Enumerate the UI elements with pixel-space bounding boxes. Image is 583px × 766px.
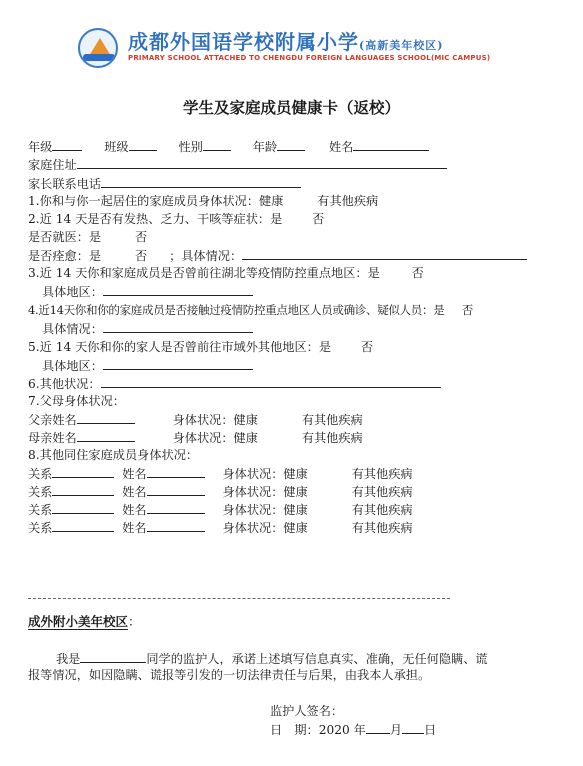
- q2-cured-row: 是否痊愈：是 否 ；具体情况：: [28, 247, 527, 264]
- q4-no-option[interactable]: 否: [461, 303, 473, 317]
- mother-other-option[interactable]: 有其他疾病: [301, 431, 363, 445]
- campus-name: (高新美年校区): [359, 39, 444, 52]
- member-other-option[interactable]: 有其他疾病: [351, 503, 413, 517]
- declaration-recipient: 成外附小美年校区：: [28, 614, 141, 629]
- question-1: 1.你和与你一起居住的家庭成员身体状况：健康 有其他疾病: [28, 194, 379, 208]
- question-7: 7.父母身体状况：: [28, 394, 125, 408]
- q2-cured-no[interactable]: 否: [135, 249, 148, 263]
- phone-row: [28, 175, 301, 192]
- date-row: 日 期：2020 年 月 日: [270, 723, 437, 737]
- question-2: 2.近 14 天是否有发热、乏力、干咳等症状：是 否: [28, 212, 325, 226]
- q5-area-field[interactable]: [103, 357, 253, 370]
- family-member-row: 关系 姓名 身体状况：健康 有其他疾病: [28, 467, 413, 481]
- q3-no-option[interactable]: 否: [411, 266, 424, 280]
- school-logo: [78, 28, 118, 68]
- father-other-option[interactable]: 有其他疾病: [301, 413, 363, 427]
- class-field[interactable]: [129, 138, 157, 151]
- relation-field[interactable]: [52, 501, 114, 514]
- name-label: 姓名: [329, 140, 354, 154]
- question-5: 5.近 14 天你和你的家人是否曾前往市域外其他地区：是 否: [28, 340, 374, 354]
- name-field[interactable]: [353, 138, 429, 151]
- relation-field[interactable]: [52, 465, 114, 478]
- member-other-option[interactable]: 有其他疾病: [351, 467, 413, 481]
- mother-name-field[interactable]: [77, 429, 135, 442]
- family-member-row: 关系 姓名 身体状况：健康 有其他疾病: [28, 485, 413, 499]
- member-name-field[interactable]: [147, 483, 205, 496]
- grade-field[interactable]: [52, 138, 82, 151]
- question-8: 8.其他同住家庭成员身体状况：: [28, 448, 199, 462]
- declaration-line-1: 我是 同学的监护人，承诺上述填写信息真实、准确，无任何隐瞒、谎: [56, 652, 488, 666]
- age-field[interactable]: [277, 138, 305, 151]
- q5-no-option[interactable]: 否: [360, 340, 374, 354]
- q2-hospital-no[interactable]: 否: [135, 230, 148, 244]
- member-name-field[interactable]: [147, 465, 205, 478]
- month-field[interactable]: [366, 721, 390, 734]
- family-member-row: 关系 姓名 身体状况：健康 有其他疾病: [28, 521, 413, 535]
- q1-other-option[interactable]: 有其他疾病: [317, 194, 379, 208]
- q3-area-field[interactable]: [103, 283, 253, 296]
- address-row: [28, 156, 447, 173]
- school-name-cn: 成都外国语学校附属小学(高新美年校区): [128, 30, 444, 54]
- student-name-field[interactable]: [80, 650, 146, 663]
- member-name-field[interactable]: [147, 519, 205, 532]
- phone-label: 家长联系电话: [28, 177, 102, 191]
- gender-label: 性别: [178, 140, 203, 154]
- grade-label: 年级: [28, 140, 53, 154]
- father-row: 父亲姓名 身体状况：健康 有其他疾病: [28, 413, 363, 427]
- basic-info-row: [28, 138, 429, 155]
- page-title: 学生及家庭成员健康卡（返校）: [182, 99, 400, 117]
- q2-hospital-row: 是否就医：是 否: [28, 230, 148, 244]
- declaration-line-2: 报等情况，如因隐瞒、谎报等引发的一切法律责任与后果，由我本人承担。: [28, 668, 431, 682]
- member-other-option[interactable]: 有其他疾病: [351, 521, 413, 535]
- address-field[interactable]: [77, 156, 447, 169]
- q2-no-option[interactable]: 否: [312, 212, 325, 226]
- class-label: 班级: [104, 140, 129, 154]
- question-3: 3.近 14 天你和家庭成员是否曾前往湖北等疫情防控重点地区：是 否: [28, 266, 424, 280]
- relation-field[interactable]: [52, 483, 114, 496]
- signature-row: 监护人签名：: [270, 703, 403, 719]
- q6-field[interactable]: [101, 375, 441, 388]
- q4-detail-field[interactable]: [103, 320, 253, 333]
- gender-field[interactable]: [203, 138, 231, 151]
- relation-field[interactable]: [52, 519, 114, 532]
- signature-field[interactable]: [343, 703, 403, 715]
- school-header: [78, 26, 518, 70]
- day-field[interactable]: [402, 721, 424, 734]
- q4-detail-row: 具体情况：: [42, 320, 253, 337]
- father-name-field[interactable]: [77, 411, 135, 424]
- address-label: 家庭住址: [28, 158, 77, 172]
- mother-row: 母亲姓名 身体状况：健康 有其他疾病: [28, 431, 363, 445]
- member-name-field[interactable]: [147, 501, 205, 514]
- family-member-row: 关系 姓名 身体状况：健康 有其他疾病: [28, 503, 413, 517]
- q5-area-row: 具体地区：: [42, 357, 253, 374]
- member-other-option[interactable]: 有其他疾病: [351, 485, 413, 499]
- phone-field[interactable]: [101, 175, 301, 188]
- q2-detail-field[interactable]: [242, 247, 527, 260]
- school-name-en: PRIMARY SCHOOL ATTACHED TO CHENGDU FOREIGN LANGUAGES SCHOOL(MIC CAMPUS): [128, 54, 491, 62]
- divider-line: [28, 598, 450, 599]
- question-4: 4.近14天你和你的家庭成员是否接触过疫情防控重点地区人员或确诊、疑似人员：是 否: [28, 303, 473, 317]
- age-label: 年龄: [252, 140, 278, 154]
- question-6: 6.其他状况：: [28, 375, 441, 392]
- q3-area-row: 具体地区：: [42, 283, 253, 300]
